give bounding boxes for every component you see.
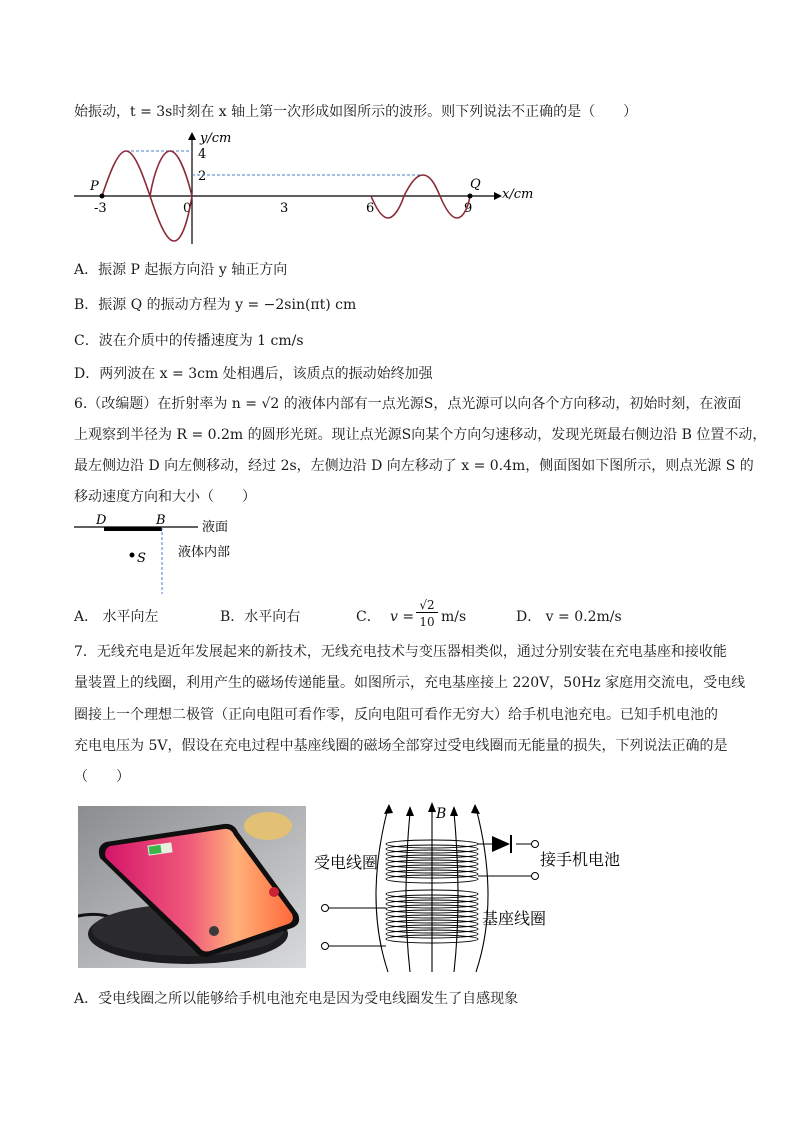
wireless-charger-photo: [78, 806, 306, 968]
phone-battery-label: 接手机电池: [540, 850, 621, 869]
label-s: S: [137, 551, 146, 566]
q6-option-c-prefix: C．: [356, 609, 381, 625]
label-d: D: [96, 513, 107, 528]
wave-graph: [70, 128, 540, 250]
q5-option-b[interactable]: B．振源 Q 的振动方程为 y = −2sin(πt) cm: [74, 297, 357, 313]
q5-stem: 始振动，t = 3s时刻在 x 轴上第一次形成如图所示的波形。则下列说法不正确的是（ ）: [74, 104, 638, 120]
label-b: B: [156, 513, 166, 528]
tick-x9: 9: [464, 201, 473, 216]
tick-xm3: -3: [94, 201, 107, 216]
q6-option-b[interactable]: B．水平向右: [220, 609, 301, 625]
q7-stem-line1: 7．无线充电是近年发展起来的新技术，无线充电技术与变压器相类似，通过分别安装在充电基座和接收能: [74, 644, 727, 660]
diode-icon: [492, 836, 510, 852]
tick-x6: 6: [366, 201, 375, 216]
q7-option-a[interactable]: A．受电线圈之所以能够给手机电池充电是因为受电线圈发生了自感现象: [74, 991, 519, 1007]
q6-option-c-unit: m/s: [441, 609, 467, 625]
q5-option-c[interactable]: C．波在介质中的传播速度为 1 cm/s: [74, 333, 304, 349]
point-q-label: Q: [470, 177, 481, 192]
q6-option-a[interactable]: A． 水平向左: [74, 609, 159, 625]
q7-stem-line4: 充电电压为 5V，假设在充电过程中基座线圈的磁场全部穿过受电线圈而无能量的损失，下列说法正确的是: [74, 738, 728, 754]
q6-option-c-denominator: 10: [419, 615, 435, 629]
point-q: [468, 194, 473, 199]
q7-stem-line2: 量装置上的线圈，利用产生的磁场传递能量。如图所示，充电基座接上 220V，50Hz 家庭用交流电，受电线: [74, 675, 746, 691]
label-interior: 液体内部: [178, 545, 231, 560]
tick-x3: 3: [280, 201, 289, 216]
q6-stem-line4: 移动速度方向和大小（ ）: [74, 489, 256, 505]
q5-option-d[interactable]: D．两列波在 x = 3cm 处相遇后，该质点的振动始终加强: [74, 366, 433, 382]
q6-stem-line1: 6.（改编题）在折射率为 n = √2 的液体内部有一点光源S，点光源可以向各个方向移动，初始时刻，在液面: [74, 396, 742, 412]
x-axis-label: x/cm: [502, 187, 534, 202]
point-p-label: P: [90, 179, 99, 194]
q5-option-a[interactable]: A．振源 P 起振方向沿 y 轴正方向: [74, 262, 288, 278]
tick-x0: 0: [183, 201, 192, 216]
y-axis-label: y/cm: [200, 131, 232, 146]
tick-y4: 4: [198, 147, 207, 162]
source-s: [130, 553, 135, 558]
label-surface: 液面: [202, 520, 229, 535]
q6-option-c-numerator: √2: [416, 598, 438, 613]
light-source-figure: [72, 508, 292, 598]
q6-option-d[interactable]: D． v = 0.2m/s: [516, 609, 622, 625]
q6-stem-line2: 上观察到半径为 R = 0.2m 的圆形光斑。现让点光源S向某个方向匀速移动，发现光斑最右侧边沿 B 位置不动，: [74, 427, 767, 443]
q6-option-c-v: v =: [390, 609, 415, 625]
point-p: [100, 194, 105, 199]
receive-coil-label: 受电线圈: [314, 853, 379, 872]
q7-stem-line5: （ ）: [74, 769, 130, 785]
q6-stem-line3: 最左侧边沿 D 向左侧移动，经过 2s，左侧边沿 D 向左移动了 x = 0.4m，侧面图如下图所示，则点光源 S 的: [74, 458, 754, 474]
q7-stem-line3: 圈接上一个理想二极管（正向电阻可看作零，反向电阻可看作无穷大）给手机电池充电。已知手机电池的: [74, 707, 718, 723]
tick-y2: 2: [198, 169, 207, 184]
coil-diagram: [310, 800, 640, 980]
field-b-label: B: [436, 806, 447, 822]
base-coil-label: 基座线圈: [482, 909, 547, 928]
